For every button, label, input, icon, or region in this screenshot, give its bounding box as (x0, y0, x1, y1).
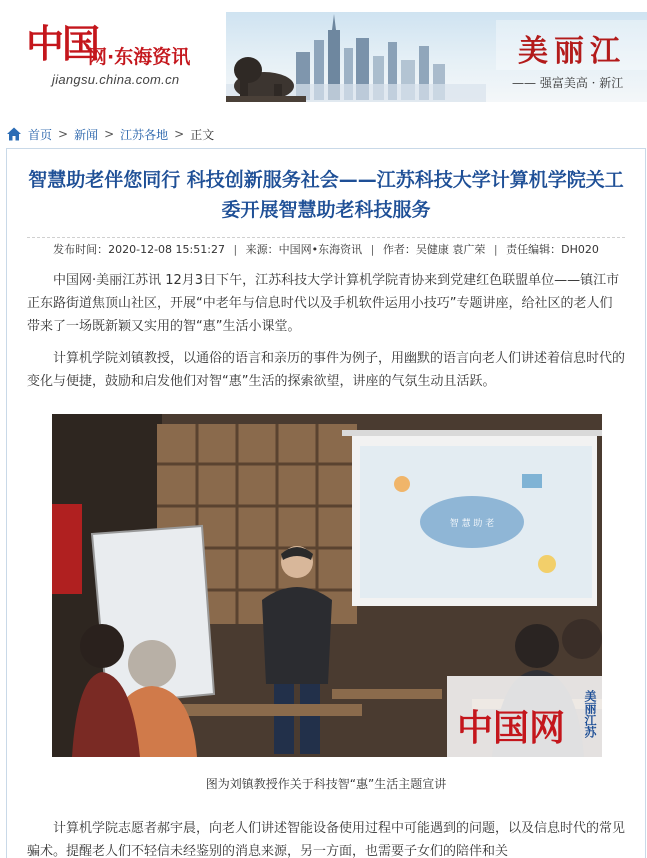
article-paragraph: 计算机学院刘镇教授，以通俗的语言和亲历的事件为例子，用幽默的语言向老人们讲述着信息时代的变化与便捷，鼓励和启发他们对智“惠”生活的探索欲望，讲座的气氛生动且活跃。 (27, 351, 626, 389)
meta-divider (27, 237, 625, 238)
banner-slogan: —— 强富美高 · 新江 (512, 76, 624, 90)
photo-caption: 图为刘镇教授作关于科技智“惠”生活主题宣讲 (205, 777, 447, 791)
logo-mark: 中国 (26, 21, 99, 66)
meta-separator: | (370, 243, 375, 256)
article-source: 来源：中国网•东海资讯 (245, 243, 363, 256)
meta-separator: | (233, 243, 238, 256)
breadcrumb-jiangsu-link[interactable]: 江苏各地 (120, 127, 169, 142)
breadcrumb-separator: > (174, 127, 185, 141)
publish-time: 发布时间：2020-12-08 15:51:27 (53, 243, 225, 256)
home-icon[interactable] (6, 126, 22, 142)
article-meta (7, 241, 645, 257)
logo-url: jiangsu.china.com.cn (52, 72, 180, 87)
photo-watermark-side: 美丽江苏 (583, 690, 597, 738)
article-title: 智慧助老伴您同行 科技创新服务社会——江苏科技大学计算机学院关工委开展智慧助老科技服务 (28, 169, 624, 221)
breadcrumb (6, 124, 214, 144)
article-paragraph: 计算机学院志愿者郝宇晨，向老人们讲述智能设备使用过程中可能遇到的问题，以及信息时代的常见骗术。提醒老人们不轻信未经鉴别的消息来源，另一方面，也需要子女们的陪伴和关 (27, 821, 626, 858)
photo-watermark-logo: 中国网 (457, 707, 566, 749)
screen-slide-text: 智 慧 助 老 (449, 519, 495, 529)
article-paragraph: 中国网·美丽江苏讯 12月3日下午，江苏科技大学计算机学院青协来到党建红色联盟单位——镇江市正东路街道焦顶山社区，开展“中老年与信息时代以及手机软件运用小技巧”专题讲座，给社区的老人们带来了一场既新颖又实用的智“惠”生活小课堂。 (27, 273, 620, 334)
top-banner[interactable] (226, 12, 647, 102)
banner-title: 美丽江 (518, 34, 626, 69)
breadcrumb-home-link[interactable]: 首页 (28, 127, 53, 142)
article-editor: 责任编辑：DH020 (506, 243, 599, 256)
site-header (0, 0, 647, 112)
article-author: 作者：吴健康 袁广荣 (382, 243, 486, 256)
logo-text: 网·东海资讯 (88, 46, 191, 68)
breadcrumb-separator: > (58, 127, 69, 141)
article-photo (52, 414, 602, 757)
site-logo[interactable] (22, 22, 212, 94)
breadcrumb-news-link[interactable]: 新闻 (74, 127, 99, 142)
article-container (6, 148, 646, 858)
breadcrumb-separator: > (104, 127, 115, 141)
meta-separator: | (493, 243, 498, 256)
breadcrumb-current: 正文 (190, 127, 215, 142)
